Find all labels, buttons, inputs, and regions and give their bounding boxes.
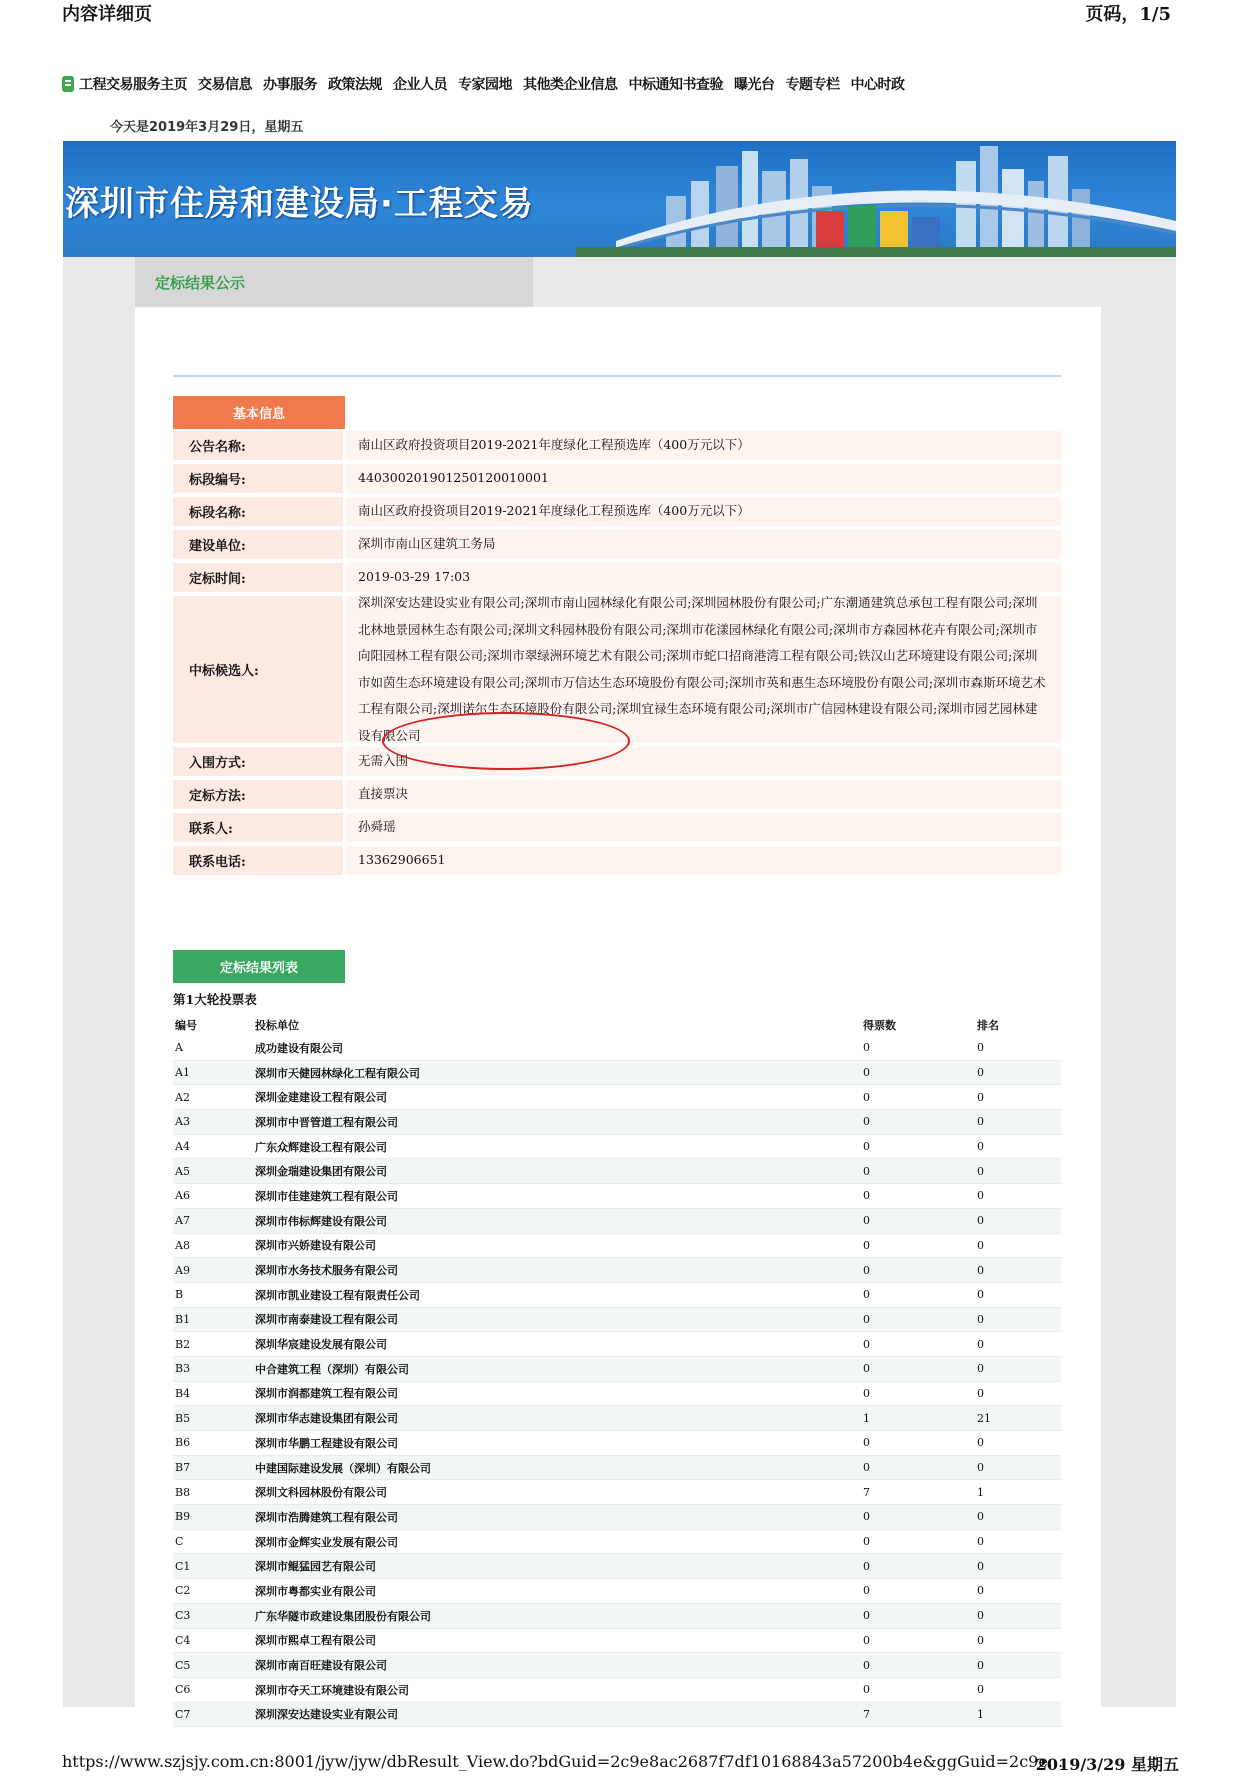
- column-header: 得票数: [863, 1019, 896, 1032]
- nav-item[interactable]: 企业人员: [393, 77, 447, 93]
- table-cell: 0: [977, 1263, 984, 1277]
- nav-item[interactable]: 曝光台: [734, 77, 775, 93]
- footer-date: 2019/3/29 星期五: [1035, 1755, 1179, 1774]
- nav-item[interactable]: 中标通知书查验: [628, 77, 723, 93]
- result-list-heading: 定标结果列表: [173, 950, 345, 983]
- table-cell: 0: [977, 1386, 984, 1400]
- info-label: 公告名称:: [173, 431, 343, 460]
- info-row: [173, 431, 1061, 460]
- table-cell: 0: [977, 1461, 984, 1475]
- table-cell: 深圳市浩腾建筑工程有限公司: [255, 1510, 398, 1524]
- city-skyline-illustration: [576, 141, 1176, 257]
- banner-title: 深圳市住房和建设局·工程交易: [65, 184, 534, 224]
- table-cell: 深圳市华鹏工程建设有限公司: [255, 1436, 398, 1450]
- info-value: 440300201901250120010001: [346, 464, 1061, 493]
- table-cell: 7: [863, 1707, 870, 1721]
- table-cell: 深圳华宸建设发展有限公司: [255, 1338, 387, 1352]
- table-row: [173, 1308, 1061, 1333]
- table-row: [173, 1431, 1061, 1456]
- table-cell: 0: [977, 1312, 984, 1326]
- table-cell: B: [175, 1288, 184, 1302]
- info-value: 深圳市南山区建筑工务局: [346, 530, 1061, 559]
- table-cell: C7: [175, 1707, 191, 1721]
- info-value: 南山区政府投资项目2019-2021年度绿化工程预选库（400万元以下）: [346, 497, 1061, 526]
- table-cell: 深圳市金辉实业发展有限公司: [255, 1535, 398, 1549]
- info-row: [173, 497, 1061, 526]
- table-cell: A6: [175, 1189, 190, 1203]
- table-cell: A: [175, 1041, 183, 1055]
- table-cell: 1: [977, 1707, 984, 1721]
- table-row: [173, 1629, 1061, 1654]
- nav-item[interactable]: 工程交易服务主页: [79, 77, 187, 93]
- table-cell: 深圳市伟标辉建设有限公司: [255, 1214, 387, 1228]
- table-row: [173, 1332, 1061, 1357]
- table-cell: 深圳市夺天工环境建设有限公司: [255, 1683, 409, 1697]
- info-label: 中标候选人:: [173, 596, 343, 743]
- vote-table: [173, 1014, 1061, 1727]
- table-cell: C3: [175, 1609, 191, 1623]
- table-cell: B9: [175, 1510, 191, 1524]
- table-cell: 0: [977, 1559, 984, 1573]
- table-cell: B1: [175, 1312, 191, 1326]
- table-cell: A5: [175, 1164, 190, 1178]
- table-cell: 0: [977, 1584, 984, 1598]
- table-cell: 0: [977, 1337, 984, 1351]
- table-cell: 0: [863, 1189, 870, 1203]
- table-cell: 0: [977, 1214, 984, 1228]
- table-cell: 0: [863, 1312, 870, 1326]
- info-value: 南山区政府投资项目2019-2021年度绿化工程预选库（400万元以下）: [346, 431, 1061, 460]
- banner: [63, 141, 1176, 257]
- table-cell: C2: [175, 1584, 191, 1598]
- info-row: [173, 596, 1061, 743]
- table-cell: 0: [977, 1683, 984, 1697]
- table-row: [173, 1604, 1061, 1629]
- table-header: [173, 1014, 1061, 1036]
- table-cell: 0: [863, 1164, 870, 1178]
- table-cell: 0: [863, 1090, 870, 1104]
- table-row: [173, 1357, 1061, 1382]
- table-cell: A3: [175, 1115, 190, 1129]
- table-cell: 0: [863, 1461, 870, 1475]
- table-row: [173, 1159, 1061, 1184]
- info-label: 建设单位:: [173, 530, 343, 559]
- table-cell: B3: [175, 1362, 191, 1376]
- table-cell: 1: [977, 1485, 984, 1499]
- content-panel: [135, 307, 1101, 1722]
- table-cell: C5: [175, 1658, 191, 1672]
- table-cell: 0: [977, 1362, 984, 1376]
- table-cell: 深圳市凯业建设工程有限责任公司: [255, 1288, 420, 1302]
- nav-item[interactable]: 政策法规: [328, 77, 382, 93]
- nav-item[interactable]: 专题专栏: [785, 77, 840, 93]
- info-label: 定标方法:: [173, 780, 343, 809]
- table-row: [173, 1678, 1061, 1703]
- table-cell: 0: [977, 1090, 984, 1104]
- table-row: [173, 1703, 1061, 1728]
- table-cell: 0: [863, 1214, 870, 1228]
- table-cell: B4: [175, 1386, 191, 1400]
- table-cell: 深圳市润都建筑工程有限公司: [255, 1387, 398, 1401]
- basic-info-table: [173, 431, 1061, 879]
- table-cell: 深圳市南百旺建设有限公司: [255, 1659, 387, 1673]
- info-row: [173, 846, 1061, 875]
- table-cell: 深圳市中晋管道工程有限公司: [255, 1115, 398, 1129]
- table-cell: 0: [863, 1436, 870, 1450]
- info-label: 联系人:: [173, 813, 343, 842]
- tab-award-result-label: 定标结果公示: [155, 273, 246, 292]
- table-cell: 0: [863, 1609, 870, 1623]
- table-cell: 广东众辉建设工程有限公司: [255, 1140, 387, 1154]
- table-cell: 0: [977, 1115, 984, 1129]
- table-cell: 1: [863, 1411, 870, 1425]
- table-cell: C: [175, 1535, 184, 1549]
- table-row: [173, 1456, 1061, 1481]
- table-cell: 深圳市兴娇建设有限公司: [255, 1239, 376, 1253]
- table-cell: A9: [175, 1263, 190, 1277]
- table-cell: 0: [977, 1510, 984, 1524]
- info-value: 直接票决: [346, 780, 1061, 809]
- table-row: [173, 1135, 1061, 1160]
- table-row: [173, 1406, 1061, 1431]
- nav-item[interactable]: 交易信息: [198, 77, 252, 93]
- info-row: [173, 530, 1061, 559]
- table-cell: 0: [863, 1559, 870, 1573]
- column-header: 编号: [175, 1019, 197, 1032]
- table-cell: 0: [863, 1683, 870, 1697]
- info-row: [173, 563, 1061, 592]
- table-row: [173, 1234, 1061, 1259]
- table-cell: 0: [863, 1041, 870, 1055]
- table-cell: 中合建筑工程（深圳）有限公司: [255, 1362, 409, 1376]
- table-row: [173, 1382, 1061, 1407]
- table-row: [173, 1579, 1061, 1604]
- table-cell: 0: [977, 1066, 984, 1080]
- table-cell: 0: [863, 1362, 870, 1376]
- table-cell: A4: [175, 1140, 190, 1154]
- basic-info-heading: 基本信息: [173, 396, 345, 429]
- info-row: [173, 780, 1061, 809]
- info-row: [173, 464, 1061, 493]
- table-cell: 深圳市熙卓工程有限公司: [255, 1634, 376, 1648]
- table-cell: 0: [863, 1337, 870, 1351]
- table-row: [173, 1480, 1061, 1505]
- table-cell: C6: [175, 1683, 191, 1697]
- table-cell: 0: [977, 1633, 984, 1647]
- table-cell: 广东华隧市政建设集团股份有限公司: [255, 1609, 431, 1623]
- table-cell: 深圳深安达建设实业有限公司: [255, 1708, 398, 1722]
- table-cell: A8: [175, 1238, 190, 1252]
- table-cell: 深圳市天健园林绿化工程有限公司: [255, 1066, 420, 1080]
- table-cell: 0: [977, 1436, 984, 1450]
- table-row: [173, 1653, 1061, 1678]
- table-cell: 0: [977, 1164, 984, 1178]
- table-row: [173, 1554, 1061, 1579]
- table-cell: C1: [175, 1559, 191, 1573]
- info-value: 无需入围: [346, 747, 1061, 776]
- table-cell: 0: [863, 1140, 870, 1154]
- nav-item[interactable]: 办事服务: [263, 77, 317, 93]
- nav-item[interactable]: 其他类企业信息: [523, 77, 618, 93]
- table-cell: 0: [863, 1115, 870, 1129]
- table-row: [173, 1184, 1061, 1209]
- table-cell: C4: [175, 1633, 191, 1647]
- table-cell: 深圳金建建设工程有限公司: [255, 1091, 387, 1105]
- table-cell: B2: [175, 1337, 191, 1351]
- table-row: [173, 1036, 1061, 1061]
- table-cell: A1: [175, 1066, 190, 1080]
- table-cell: 深圳市粤都实业有限公司: [255, 1584, 376, 1598]
- table-cell: 成功建设有限公司: [255, 1041, 343, 1055]
- table-cell: 深圳市水务技术服务有限公司: [255, 1264, 398, 1278]
- table-row: [173, 1061, 1061, 1086]
- table-cell: 深圳市佳建建筑工程有限公司: [255, 1189, 398, 1203]
- table-cell: 0: [977, 1609, 984, 1623]
- table-cell: 0: [977, 1140, 984, 1154]
- table-cell: B8: [175, 1485, 191, 1499]
- info-row: [173, 813, 1061, 842]
- table-cell: 深圳市华志建设集团有限公司: [255, 1412, 398, 1426]
- table-cell: B6: [175, 1436, 191, 1450]
- today-date: 今天是2019年3月29日，星期五: [110, 120, 304, 135]
- table-row: [173, 1505, 1061, 1530]
- table-cell: 深圳文科园林股份有限公司: [255, 1486, 387, 1500]
- main-nav: [62, 74, 916, 94]
- column-header: 排名: [977, 1019, 999, 1032]
- round-title: 第1大轮投票表: [173, 992, 257, 1007]
- print-page-number: 页码，1/5: [1085, 4, 1171, 25]
- info-label: 标段名称:: [173, 497, 343, 526]
- info-label: 标段编号:: [173, 464, 343, 493]
- info-value: 深圳深安达建设实业有限公司;深圳市南山园林绿化有限公司;深圳园林股份有限公司;广东潮通建筑总承包工程有限公司;深圳北林地景园林生态有限公司;深圳文科园林股份有限公司;深圳市花漾园林绿化有限公司;深圳市方森园林花卉有限公司;深圳市向阳园林工程有限公司;深圳市翠绿洲环境艺术有限公司;深圳市蛇口招商港湾工程有限公司;铁汉山艺环境建设有限公司;深圳市如茵生态环境建设有限公司;深圳市万信达生态环境股份有限公司;深圳市英和惠生态环境股份有限公司;深圳市森斯环境艺术工程有限公司;深圳诺尔生态环境股份有限公司;深圳宜禄生态环境有限公司;深圳市广信园林建设有限公司;深圳市园艺园林建设有限公司: [346, 596, 1061, 743]
- table-cell: 0: [863, 1066, 870, 1080]
- nav-item[interactable]: 中心时政: [850, 77, 905, 93]
- table-cell: 0: [863, 1263, 870, 1277]
- footer-url: https://www.szjsjy.com.cn:8001/jyw/jyw/dbResult_View.do?bdGuid=2c9e8ac2687f7df10168843a57200b4e&ggGuid=2c9e...: [62, 1752, 1064, 1771]
- info-value: 13362906651: [346, 846, 1061, 875]
- table-cell: 21: [977, 1411, 991, 1425]
- table-cell: A2: [175, 1090, 190, 1104]
- table-cell: 深圳市南泰建设工程有限公司: [255, 1313, 398, 1327]
- table-cell: 0: [863, 1510, 870, 1524]
- table-row: [173, 1530, 1061, 1555]
- info-label: 入围方式:: [173, 747, 343, 776]
- table-row: [173, 1258, 1061, 1283]
- table-cell: 0: [977, 1189, 984, 1203]
- table-row: [173, 1110, 1061, 1135]
- table-row: [173, 1085, 1061, 1110]
- table-cell: 0: [977, 1238, 984, 1252]
- table-cell: 7: [863, 1485, 870, 1499]
- table-cell: 中建国际建设发展（深圳）有限公司: [255, 1461, 431, 1475]
- table-cell: 0: [863, 1584, 870, 1598]
- table-cell: 0: [863, 1633, 870, 1647]
- table-cell: 0: [977, 1041, 984, 1055]
- info-label: 联系电话:: [173, 846, 343, 875]
- table-cell: 深圳金瑞建设集团有限公司: [255, 1165, 387, 1179]
- tab-award-result[interactable]: [135, 257, 533, 307]
- table-cell: 0: [977, 1288, 984, 1302]
- table-cell: 深圳市鲲猛园艺有限公司: [255, 1560, 376, 1574]
- info-value: 2019-03-29 17:03: [346, 563, 1061, 592]
- table-cell: 0: [863, 1658, 870, 1672]
- table-cell: 0: [863, 1238, 870, 1252]
- table-cell: 0: [863, 1386, 870, 1400]
- table-cell: 0: [863, 1535, 870, 1549]
- table-cell: B5: [175, 1411, 191, 1425]
- info-label: 定标时间:: [173, 563, 343, 592]
- table-row: [173, 1209, 1061, 1234]
- table-row: [173, 1283, 1061, 1308]
- table-cell: 0: [863, 1288, 870, 1302]
- table-cell: B7: [175, 1461, 191, 1475]
- divider: [173, 375, 1061, 377]
- print-header-title: 内容详细页: [62, 4, 152, 25]
- table-cell: 0: [977, 1535, 984, 1549]
- table-cell: 0: [977, 1658, 984, 1672]
- highlight-circle-annotation: [382, 712, 630, 770]
- info-value: 孙舜瑶: [346, 813, 1061, 842]
- table-cell: A7: [175, 1214, 190, 1228]
- home-icon: [62, 76, 74, 92]
- column-header: 投标单位: [255, 1019, 299, 1032]
- nav-item[interactable]: 专家园地: [458, 77, 512, 93]
